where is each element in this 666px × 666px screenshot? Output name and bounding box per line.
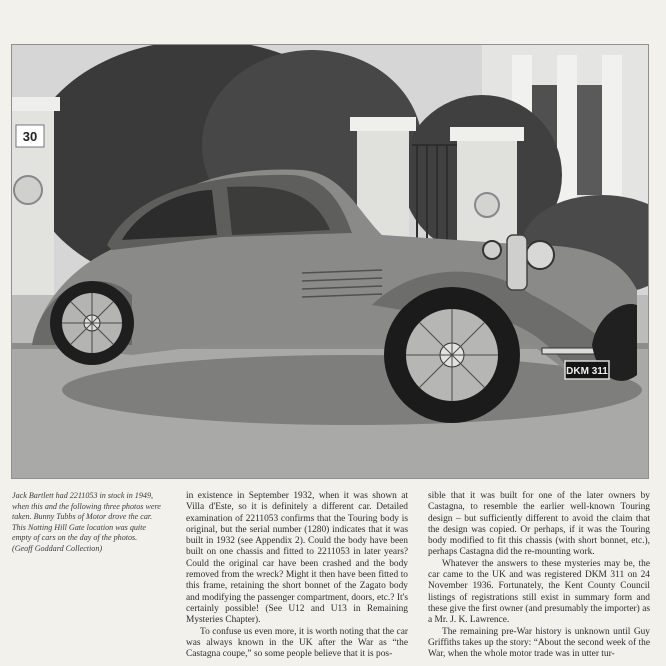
paragraph: sible that it was built for one of the later owners by Castagna, to resemble the earlier well-known Touring design – but sufficiently different to avoid the claim that the design was copied. Or perhaps, if it was the Touring body modified to fit this chassis (with short bonnet, etc.), perhaps Castagna did the re-mounting work.: [428, 491, 650, 558]
text-column-2: [428, 491, 650, 660]
caption-line: Jack Bartlett had 2211053 in stock in 1949,: [12, 491, 154, 500]
paragraph: Whatever the answers to these mysteries may be, the car came to the UK and was registered DKM 311 on 24 November 1936. Fortunately, the Kent County Council listings of registrations still exist in summary form and these give the first owner (and presumably the importer) as a Mr. J. K. Lawrence.: [428, 558, 650, 626]
car-photograph: [11, 44, 649, 479]
license-plate: DKM 311: [566, 366, 608, 377]
paragraph: The remaining pre-War history is unknown until Guy Griffiths takes up the story: “About the second week of the War, when the whole motor trade was in utter tur-: [428, 626, 650, 660]
caption-line: taken. Bunny Tubbs of Motor drove the car.: [12, 512, 153, 522]
house-number: 30: [22, 129, 38, 144]
vintage-car-photo: [12, 45, 648, 478]
caption-line: empty of cars on the day of the photos.: [12, 533, 138, 543]
text-column-1: [186, 491, 408, 660]
caption-line: This Notting Hill Gate location was quite: [12, 522, 147, 532]
paragraph: To confuse us even more, it is worth noting that the car was always known in the UK after the War as “the Castagna coupe,” so some people believe that it is pos-: [186, 626, 408, 660]
photo-caption: [12, 491, 172, 555]
paragraph: in existence in September 1932, when it was shown at Villa d'Este, so it is definitely a different car. Detailed examination of 2211053 confirms that the Touring body is original, but the serial number (1280) indicates that it was built in 1932 (see Appendix 2). Could the body have been built on one chassis and fitted to 2211053 in later years? Could the original car have been crashed and the body removed from the wreck? Might it then have been fitted to this frame, retaining the short bonnet of the Zagato body and modifying the passenger compartment, doors, etc.? It's certainly possible! (See U12 and U13 in Remaining Mysteries Chapter).: [186, 491, 408, 626]
caption-line: (Geoff Goddard Collection): [12, 543, 103, 553]
caption-line: when this and the following three photos were: [12, 501, 161, 511]
